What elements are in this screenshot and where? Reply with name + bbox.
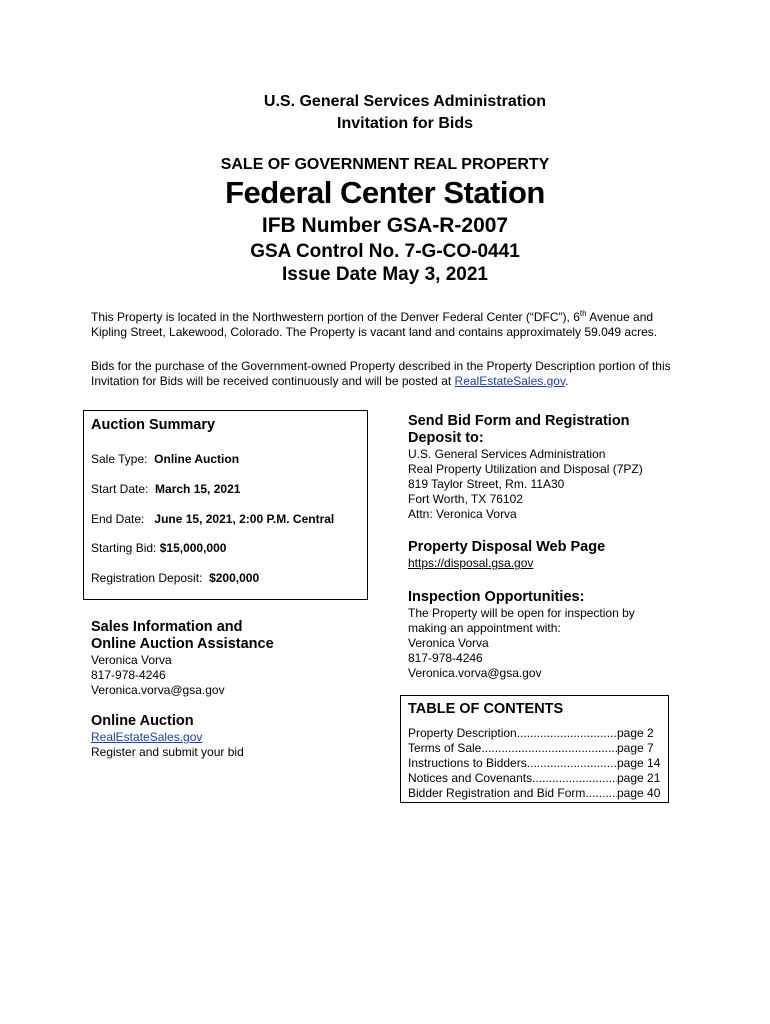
send-bid-title-line2: Deposit to:	[408, 430, 484, 446]
toc-item-label: Instructions to Bidders	[408, 756, 527, 770]
address-line: Attn: Veronica Vorva	[408, 507, 517, 521]
intro-text: Avenue and Kipling Street, Lakewood, Colorado. The Property is vacant land and contains approximately 59.049 acres.	[91, 310, 658, 339]
inspection-line: The Property will be open for inspection by	[408, 606, 635, 620]
intro-text: Bids for the purchase of the Government-owned Property described in the Property Description portion of this Invitation for Bids will be received continuously and will be posted at	[91, 359, 671, 388]
sale-type-label: Sale Type:	[91, 452, 148, 466]
starting-bid-label: Starting Bid:	[91, 541, 157, 555]
toc-item-page: page 7	[617, 741, 654, 755]
send-bid-title-line1: Send Bid Form and Registration	[408, 413, 630, 429]
toc-item-label: Notices and Covenants	[408, 771, 533, 785]
address-line: Fort Worth, TX 76102	[408, 492, 523, 506]
online-auction-section	[91, 713, 244, 760]
registration-deposit-label: Registration Deposit:	[91, 571, 203, 585]
intro-paragraph-bids	[91, 359, 691, 389]
toc-item-page: page 21	[617, 771, 661, 785]
inspection-section	[408, 589, 635, 681]
toc-item-label: Terms of Sale	[408, 741, 482, 755]
ordinal-superscript: th	[579, 309, 587, 318]
toc-item-page: page 2	[617, 726, 654, 740]
starting-bid-row	[91, 541, 226, 555]
end-date-value: June 15, 2021, 2:00 P.M. Central	[154, 512, 335, 526]
sales-info-title-line1: Sales Information and	[91, 619, 243, 635]
web-page-section	[408, 539, 605, 571]
toc-leader-dots	[527, 756, 617, 771]
property-name: Federal Center Station	[225, 175, 545, 210]
toc-item[interactable]	[408, 726, 663, 741]
end-date-row	[91, 512, 334, 526]
intro-paragraph-location	[91, 306, 691, 340]
registration-deposit-row	[91, 571, 259, 585]
online-auction-title: Online Auction	[91, 713, 194, 729]
inspection-line: Veronica.vorva@gsa.gov	[408, 666, 542, 680]
agency-name: U.S. General Services Administration	[263, 93, 547, 110]
toc-item[interactable]	[408, 756, 663, 771]
starting-bid-value: $15,000,000	[159, 541, 227, 555]
online-auction-link[interactable]: RealEstateSales.gov	[91, 730, 203, 744]
registration-deposit-value: $200,000	[209, 571, 260, 585]
auction-summary-title: Auction Summary	[91, 417, 216, 433]
toc-leader-dots	[532, 771, 617, 786]
control-number: GSA Control No. 7-G-CO-0441	[250, 241, 520, 262]
start-date-label: Start Date:	[91, 482, 149, 496]
send-bid-section	[408, 413, 643, 522]
inspection-line: making an appointment with:	[408, 621, 561, 635]
intro-text: .	[565, 374, 569, 388]
contact-phone: 817-978-4246	[91, 668, 166, 682]
toc-leader-dots	[517, 726, 617, 741]
real-estate-sales-link[interactable]: RealEstateSales.gov	[454, 374, 566, 388]
contact-email: Veronica.vorva@gsa.gov	[91, 683, 225, 697]
toc-item-label: Property Description	[408, 726, 517, 740]
ifb-number: IFB Number GSA-R-2007	[261, 214, 509, 237]
toc-item[interactable]	[408, 771, 663, 786]
intro-text: This Property is located in the Northwestern portion of the Denver Federal Center (“DFC”), 6	[91, 310, 580, 324]
toc-title: TABLE OF CONTENTS	[408, 701, 564, 717]
toc-item[interactable]	[408, 741, 663, 756]
inspection-line: Veronica Vorva	[408, 636, 489, 650]
toc-item[interactable]	[408, 786, 663, 801]
start-date-row	[91, 482, 240, 496]
toc-item-page: page 14	[617, 756, 661, 770]
sale-heading: SALE OF GOVERNMENT REAL PROPERTY	[220, 156, 550, 173]
end-date-label: End Date:	[91, 512, 145, 526]
online-auction-instruction: Register and submit your bid	[91, 745, 244, 759]
address-line: Real Property Utilization and Disposal (7PZ)	[408, 462, 643, 476]
address-line: 819 Taylor Street, Rm. 11A30	[408, 477, 565, 491]
address-line: U.S. General Services Administration	[408, 447, 606, 461]
toc-list	[408, 726, 663, 801]
toc-item-page: page 40	[617, 786, 661, 800]
inspection-line: 817-978-4246	[408, 651, 483, 665]
toc-item-label: Bidder Registration and Bid Form	[408, 786, 586, 800]
toc-leader-dots	[481, 741, 617, 756]
auction-summary-box	[83, 410, 368, 600]
inspection-title: Inspection Opportunities:	[408, 589, 585, 605]
issue-date: Issue Date May 3, 2021	[282, 264, 488, 285]
document-type: Invitation for Bids	[337, 115, 473, 132]
sale-type-value: Online Auction	[154, 452, 240, 466]
disposal-web-link[interactable]: https://disposal.gsa.gov	[408, 556, 534, 570]
toc-leader-dots	[585, 786, 617, 801]
sales-info-section	[91, 619, 274, 698]
web-page-title: Property Disposal Web Page	[408, 539, 606, 555]
sales-info-title-line2: Online Auction Assistance	[91, 636, 274, 652]
contact-name: Veronica Vorva	[91, 653, 172, 667]
sale-type-row	[91, 452, 239, 466]
table-of-contents-box	[400, 695, 669, 803]
start-date-value: March 15, 2021	[155, 482, 241, 496]
